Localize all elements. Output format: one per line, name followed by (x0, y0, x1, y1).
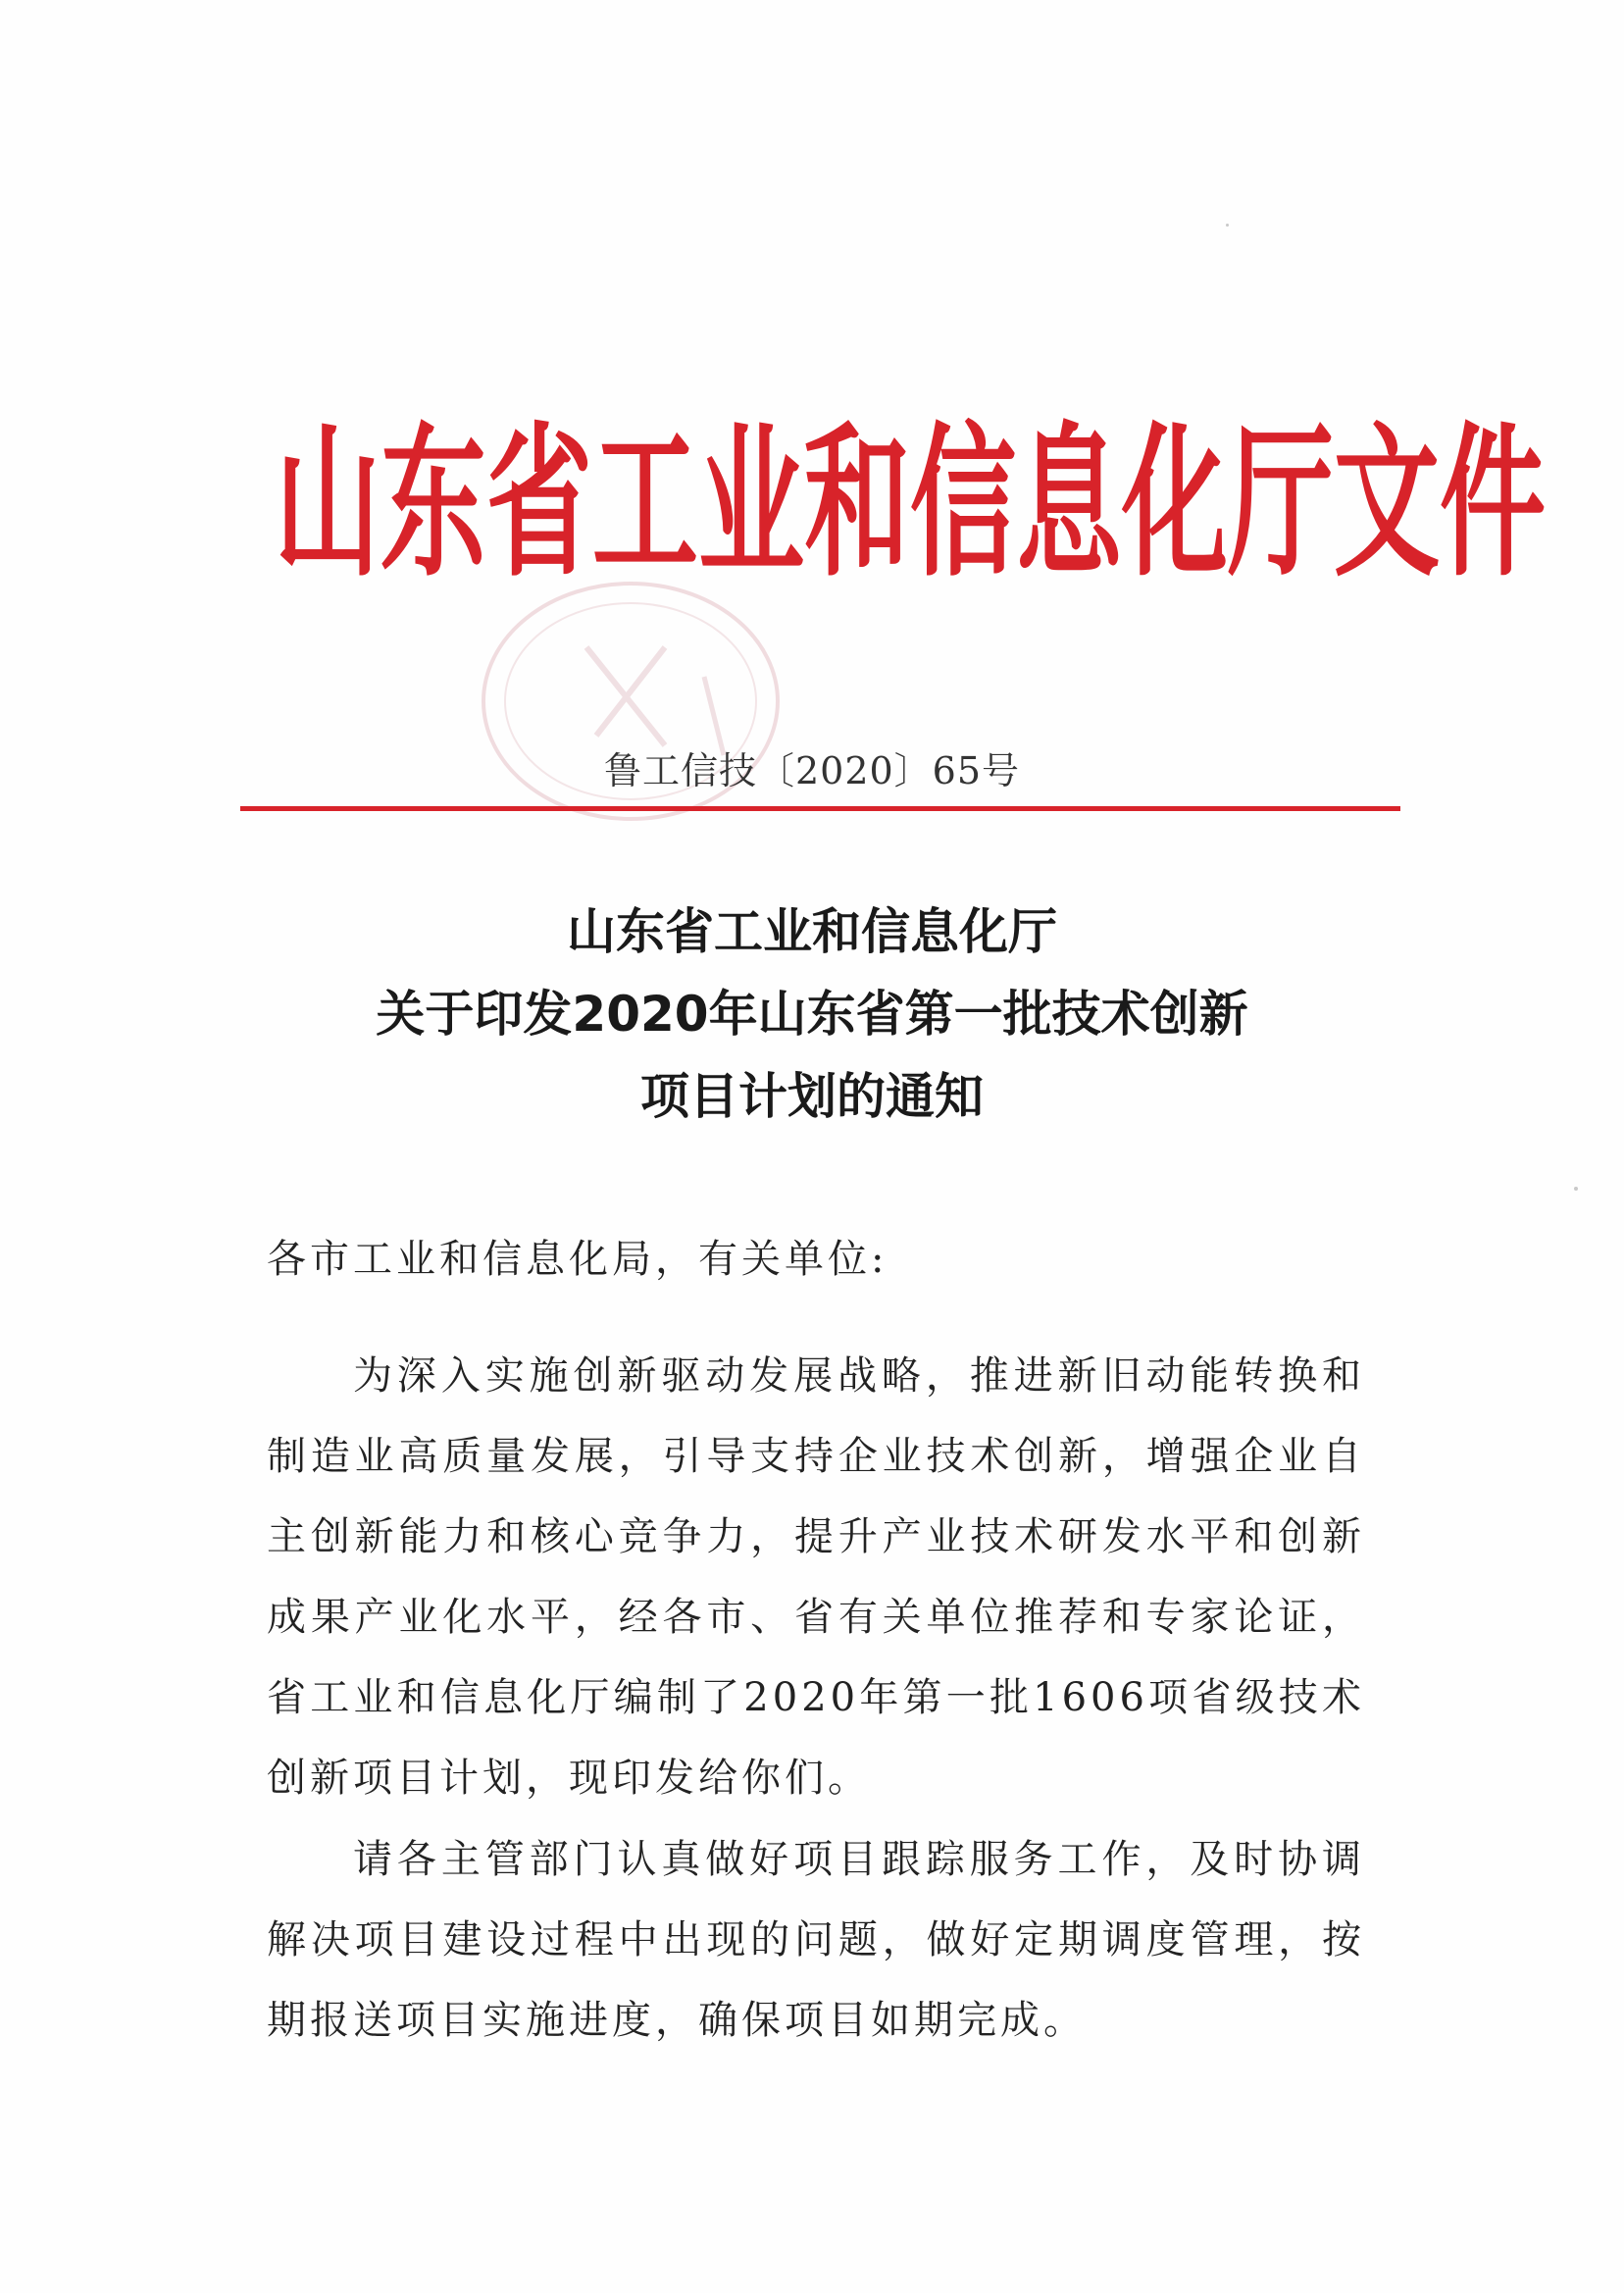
notice-title (0, 891, 1624, 1138)
body-paragraph: 为深入实施创新驱动发展战略，推进新旧动能转换和制造业高质量发展，引导支持企业技术创新，增强企业自主创新能力和核心竞争力，提升产业技术研发水平和创新成果产业化水平，经各市、省有关单位推荐和专家论证，省工业和信息化厅编制了2020年第一批1606项省级技术创新项目计划，现印发给你们。 (267, 1353, 1365, 1801)
scan-artifact (1574, 1187, 1578, 1191)
salutation: 各市工业和信息化局，有关单位: (267, 1237, 888, 1282)
red-separator-line (240, 806, 1400, 811)
document-number: 鲁工信技〔2020〕65号 (603, 749, 1021, 792)
notice-title-line: 项目计划的通知 (640, 1068, 984, 1125)
notice-title-line: 关于印发2020年山东省第一批技术创新 (376, 986, 1248, 1043)
notice-title-line: 山东省工业和信息化厅 (567, 903, 1057, 960)
issuing-authority-header: 山东省工业和信息化厅文件 (275, 409, 1547, 600)
scan-artifact (1226, 224, 1229, 227)
body-paragraph: 请各主管部门认真做好项目跟踪服务工作，及时协调解决项目建设过程中出现的问题，做好定期调度管理，按期报送项目实施进度，确保项目如期完成。 (267, 1837, 1365, 2043)
